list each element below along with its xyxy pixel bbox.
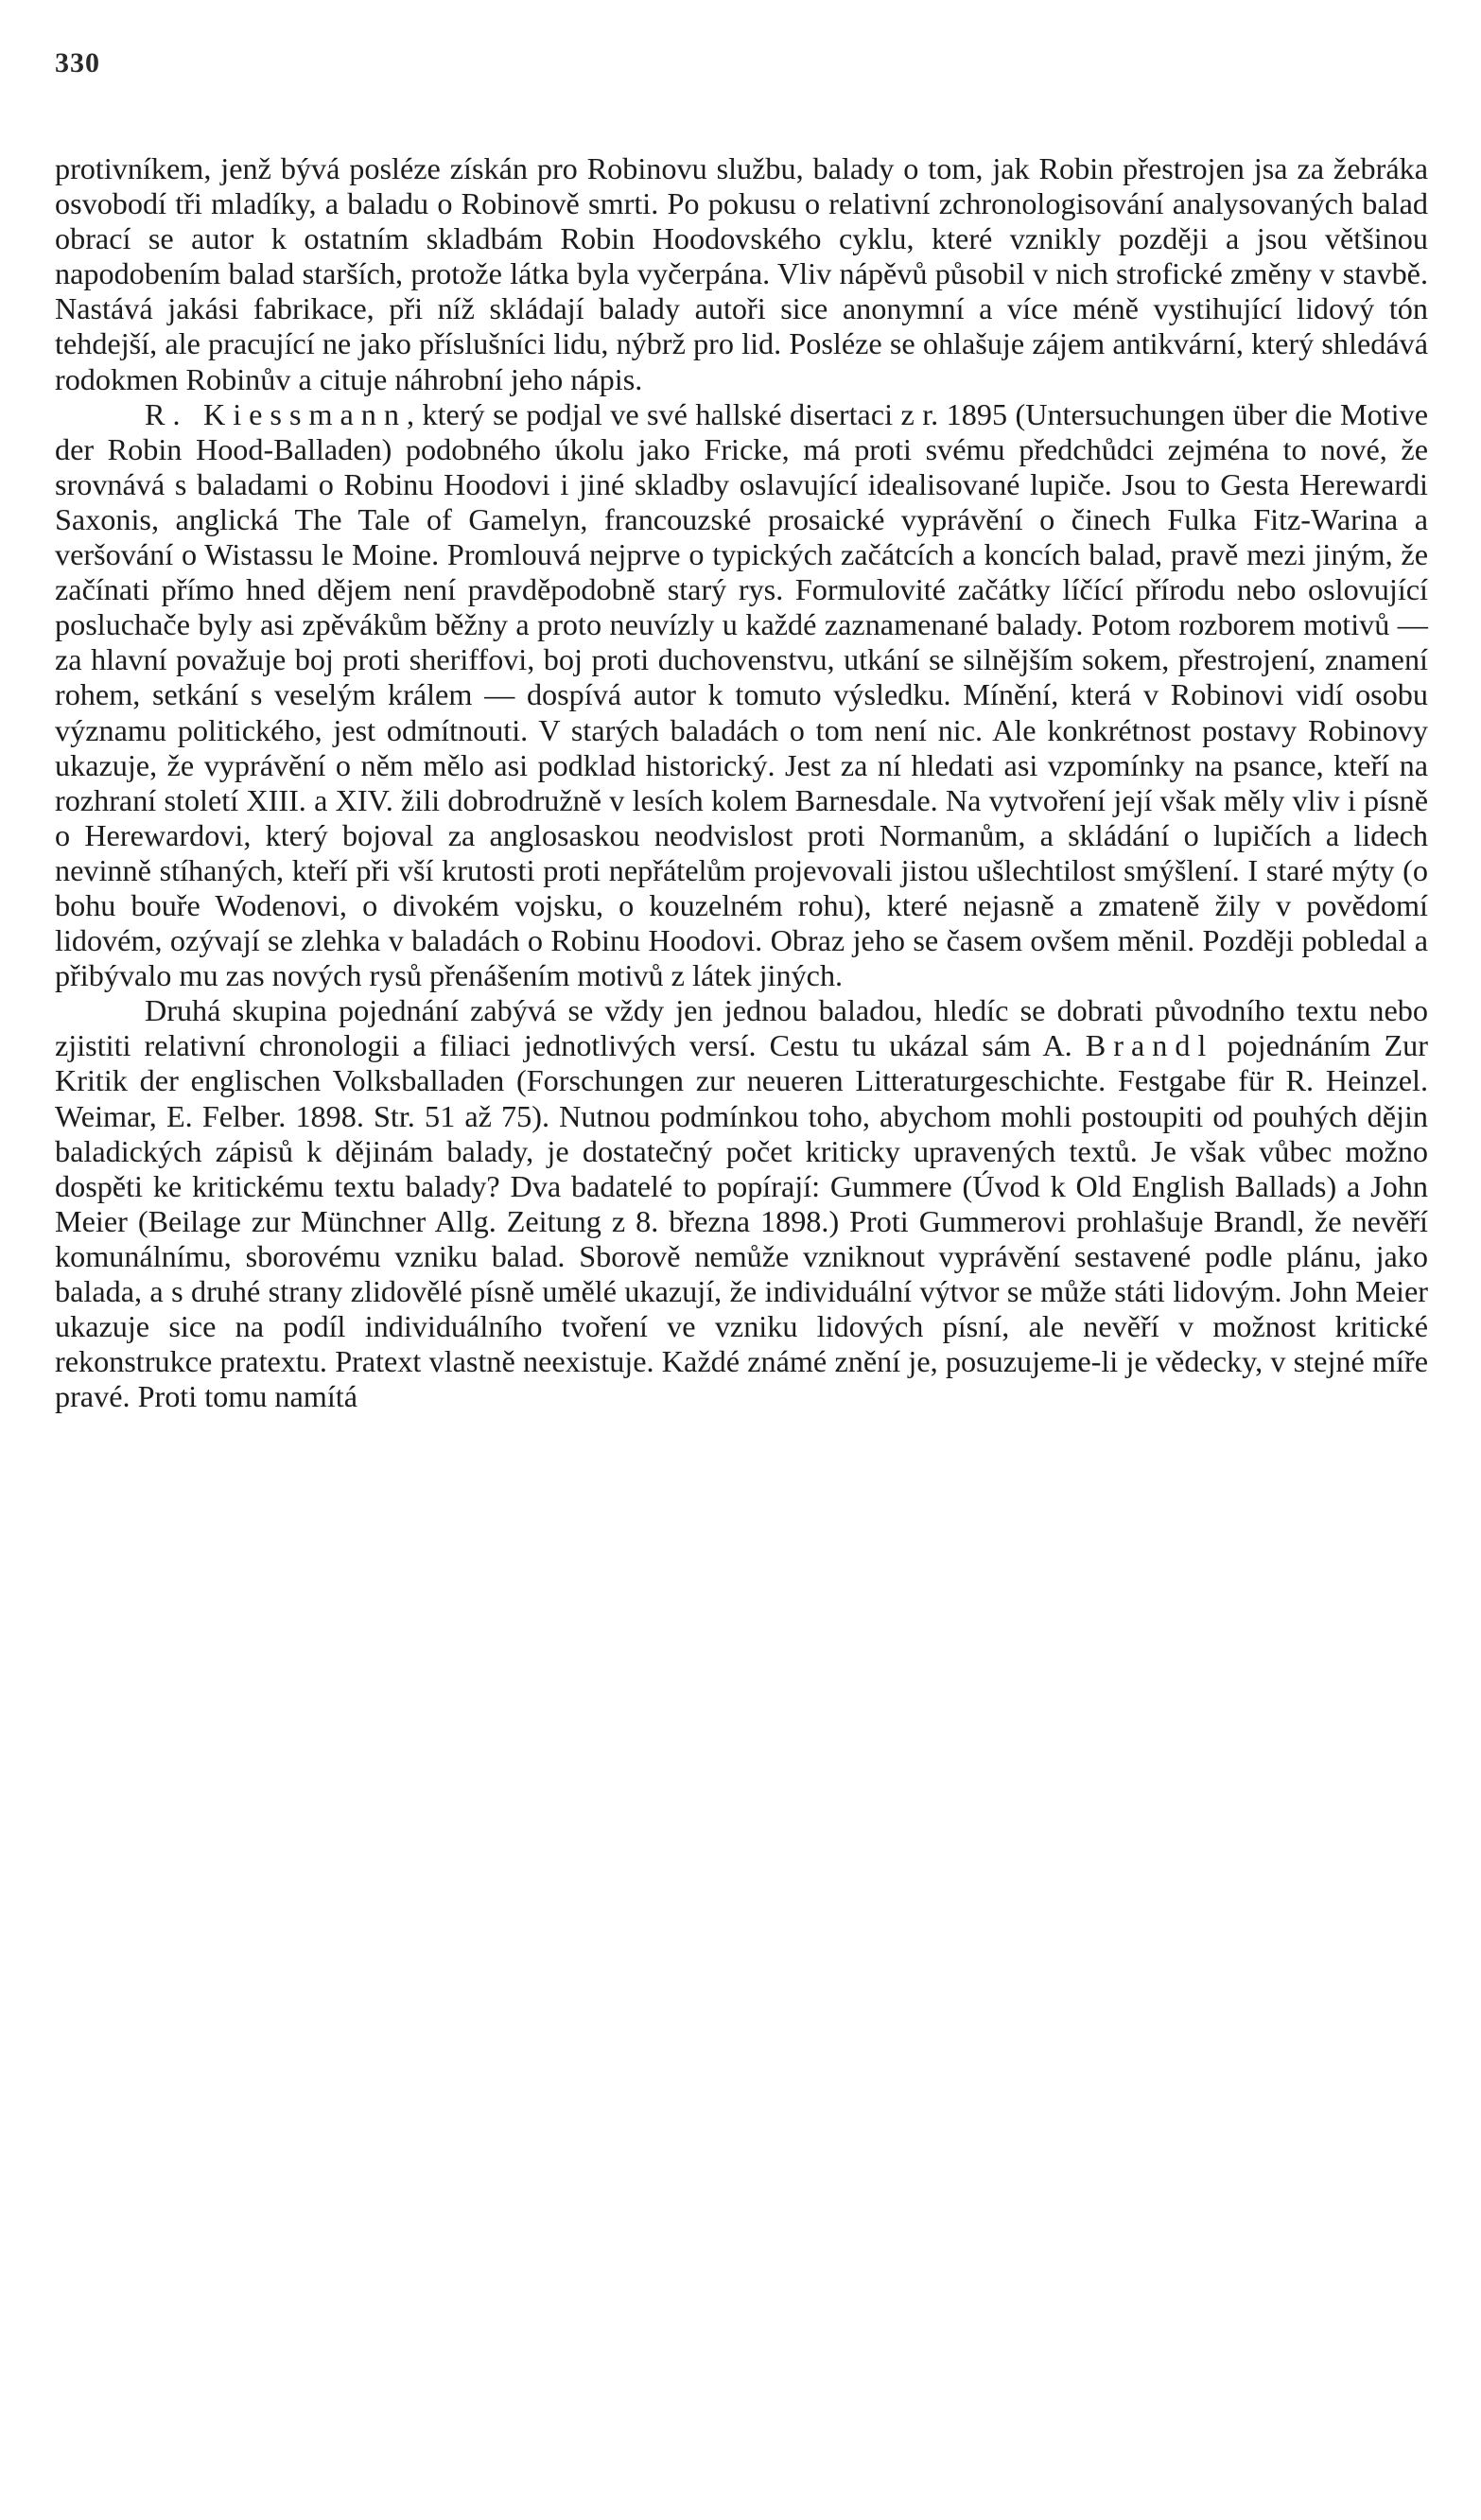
page-number: 330 [55, 47, 100, 79]
paragraph-2-text: , který se podjal ve své hallské disertaci z r. 1895 (Untersuchungen über die Motive der Robin Hood-Balladen) podobného úkolu jako Fricke, má proti svému předchůdci zejména to nové, že srovnává s baladami o Robinu Hoodovi i jiné skladby oslavující idealisované lupiče. Jsou to Gesta Herewardi Saxonis, anglická The Tale of Gamelyn, francouzské prosaické vyprávění o činech Fulka Fitz-Warina a veršování o Wistassu le Moine. Promlouvá nejprve o typických začátcích a koncích balad, pravě mezi jiným, že začínati přímo hned dějem není pravděpodobně starý rys. Formulovité začátky líčící přírodu nebo oslovující posluchače byly asi zpěvákům běžny a proto neuvízly u každé zaznamenané balady. Potom rozborem motivů — za hlavní považuje boj proti sheriffovi, boj proti duchovenstvu, utkání se silnějším sokem, přestrojení, znamení rohem, setkání s veselým králem — dospívá autor k tomuto výsledku. Mínění, která v Robinovi vidí osobu významu politického, jest odmítnouti. V starých baladách o tom není nic. Ale konkrétnost postavy Robinovy ukazuje, že vyprávění o něm mělo asi podklad historický. Jest za ní hledati asi vzpomínky na psance, kteří na rozhraní století XIII. a XIV. žili dobrodružně v lesích kolem Barnesdale. Na vytvoření její však měly vliv i písně o Herewardovi, který bojoval za anglosaskou neodvislost proti Normanům, a skládání o lupičích a lidech nevinně stíhaných, kteří při vší krutosti proti nepřátelům projevovali jistou ušlechtilost smýšlení. I staré mýty (o bohu bouře Wodenovi, o divokém vojsku, o kouzelném rohu), které nejasně a zmateně žily v povědomí lidovém, ozývají se zlehka v baladách o Robinu Hoodovi. Obraz jeho se časem ovšem měnil. Později pobledal a přibývalo mu zas nových rysů přenášením motivů z látek jiných. [55, 396, 1428, 993]
body-text [55, 151, 1428, 1414]
paragraph-1: protivníkem, jenž bývá posléze získán pro Robinovu službu, balady o tom, jak Robin přestrojen jsa za žebráka osvobodí tři mladíky, a baladu o Robinově smrti. Po pokusu o relativní zchronologisování analysovaných balad obrací se autor k ostatním skladbám Robin Hoodovského cyklu, které vznikly později a jsou většinou napodobením balad starších, protože látka byla vyčerpána. Vliv nápěvů působil v nich strofické změny v stavbě. Nastává jakási fabrikace, při níž skládají balady autoři sice anonymní a více méně vystihující lidový tón tehdejší, ale pracující ne jako příslušníci lidu, nýbrž pro lid. Posléze se ohlašuje zájem antikvární, který shledává rodokmen Robinův a cituje náhrobní jeho nápis. [55, 151, 1428, 396]
paragraph-2 [55, 397, 1428, 994]
paragraph-3-intro: Druhá skupina pojednání zabývá se vždy jen jednou baladou, hledíc se dobrati původního textu nebo zjistiti relativní chronologii a filiaci jednotlivých versí. Cestu tu ukázal sám A. [55, 993, 1428, 1063]
paragraph-3 [55, 993, 1428, 1414]
author-name-brandl: Brandl [1085, 1028, 1214, 1063]
paragraph-3-text: pojednáním Zur Kritik der englischen Volksballaden (Forschungen zur neueren Litteraturgeschichte. Festgabe für R. Heinzel. Weimar, E. Felber. 1898. Str. 51 až 75). Nutnou podmínkou toho, abychom mohli postoupiti od pouhých dějin baladických zápisů k dějinám balady, je dostatečný počet kriticky upravených textů. Je však vůbec možno dospěti ke kritickému textu balady? Dva badatelé to popírají: Gummere (Úvod k Old English Ballads) a John Meier (Beilage zur Münchner Allg. Zeitung z 8. března 1898.) Proti Gummerovi prohlašuje Brandl, že nevěří komunálnímu, sborovému vzniku balad. Sborově nemůže vzniknout vyprávění sestavené podle plánu, jako balada, a s druhé strany zlidovělé písně umělé ukazují, že individuální výtvor se může státi lidovým. John Meier ukazuje sice na podíl individuálního tvoření ve vzniku lidových písní, ale nevěří v možnost kritické rekonstrukce pratextu. Pratext vlastně neexistuje. Každé známé znění je, posuzujeme-li je vědecky, v stejné míře pravé. Proti tomu namítá [55, 1028, 1428, 1414]
author-name-kiessmann: R. Kiessmann [145, 396, 407, 431]
